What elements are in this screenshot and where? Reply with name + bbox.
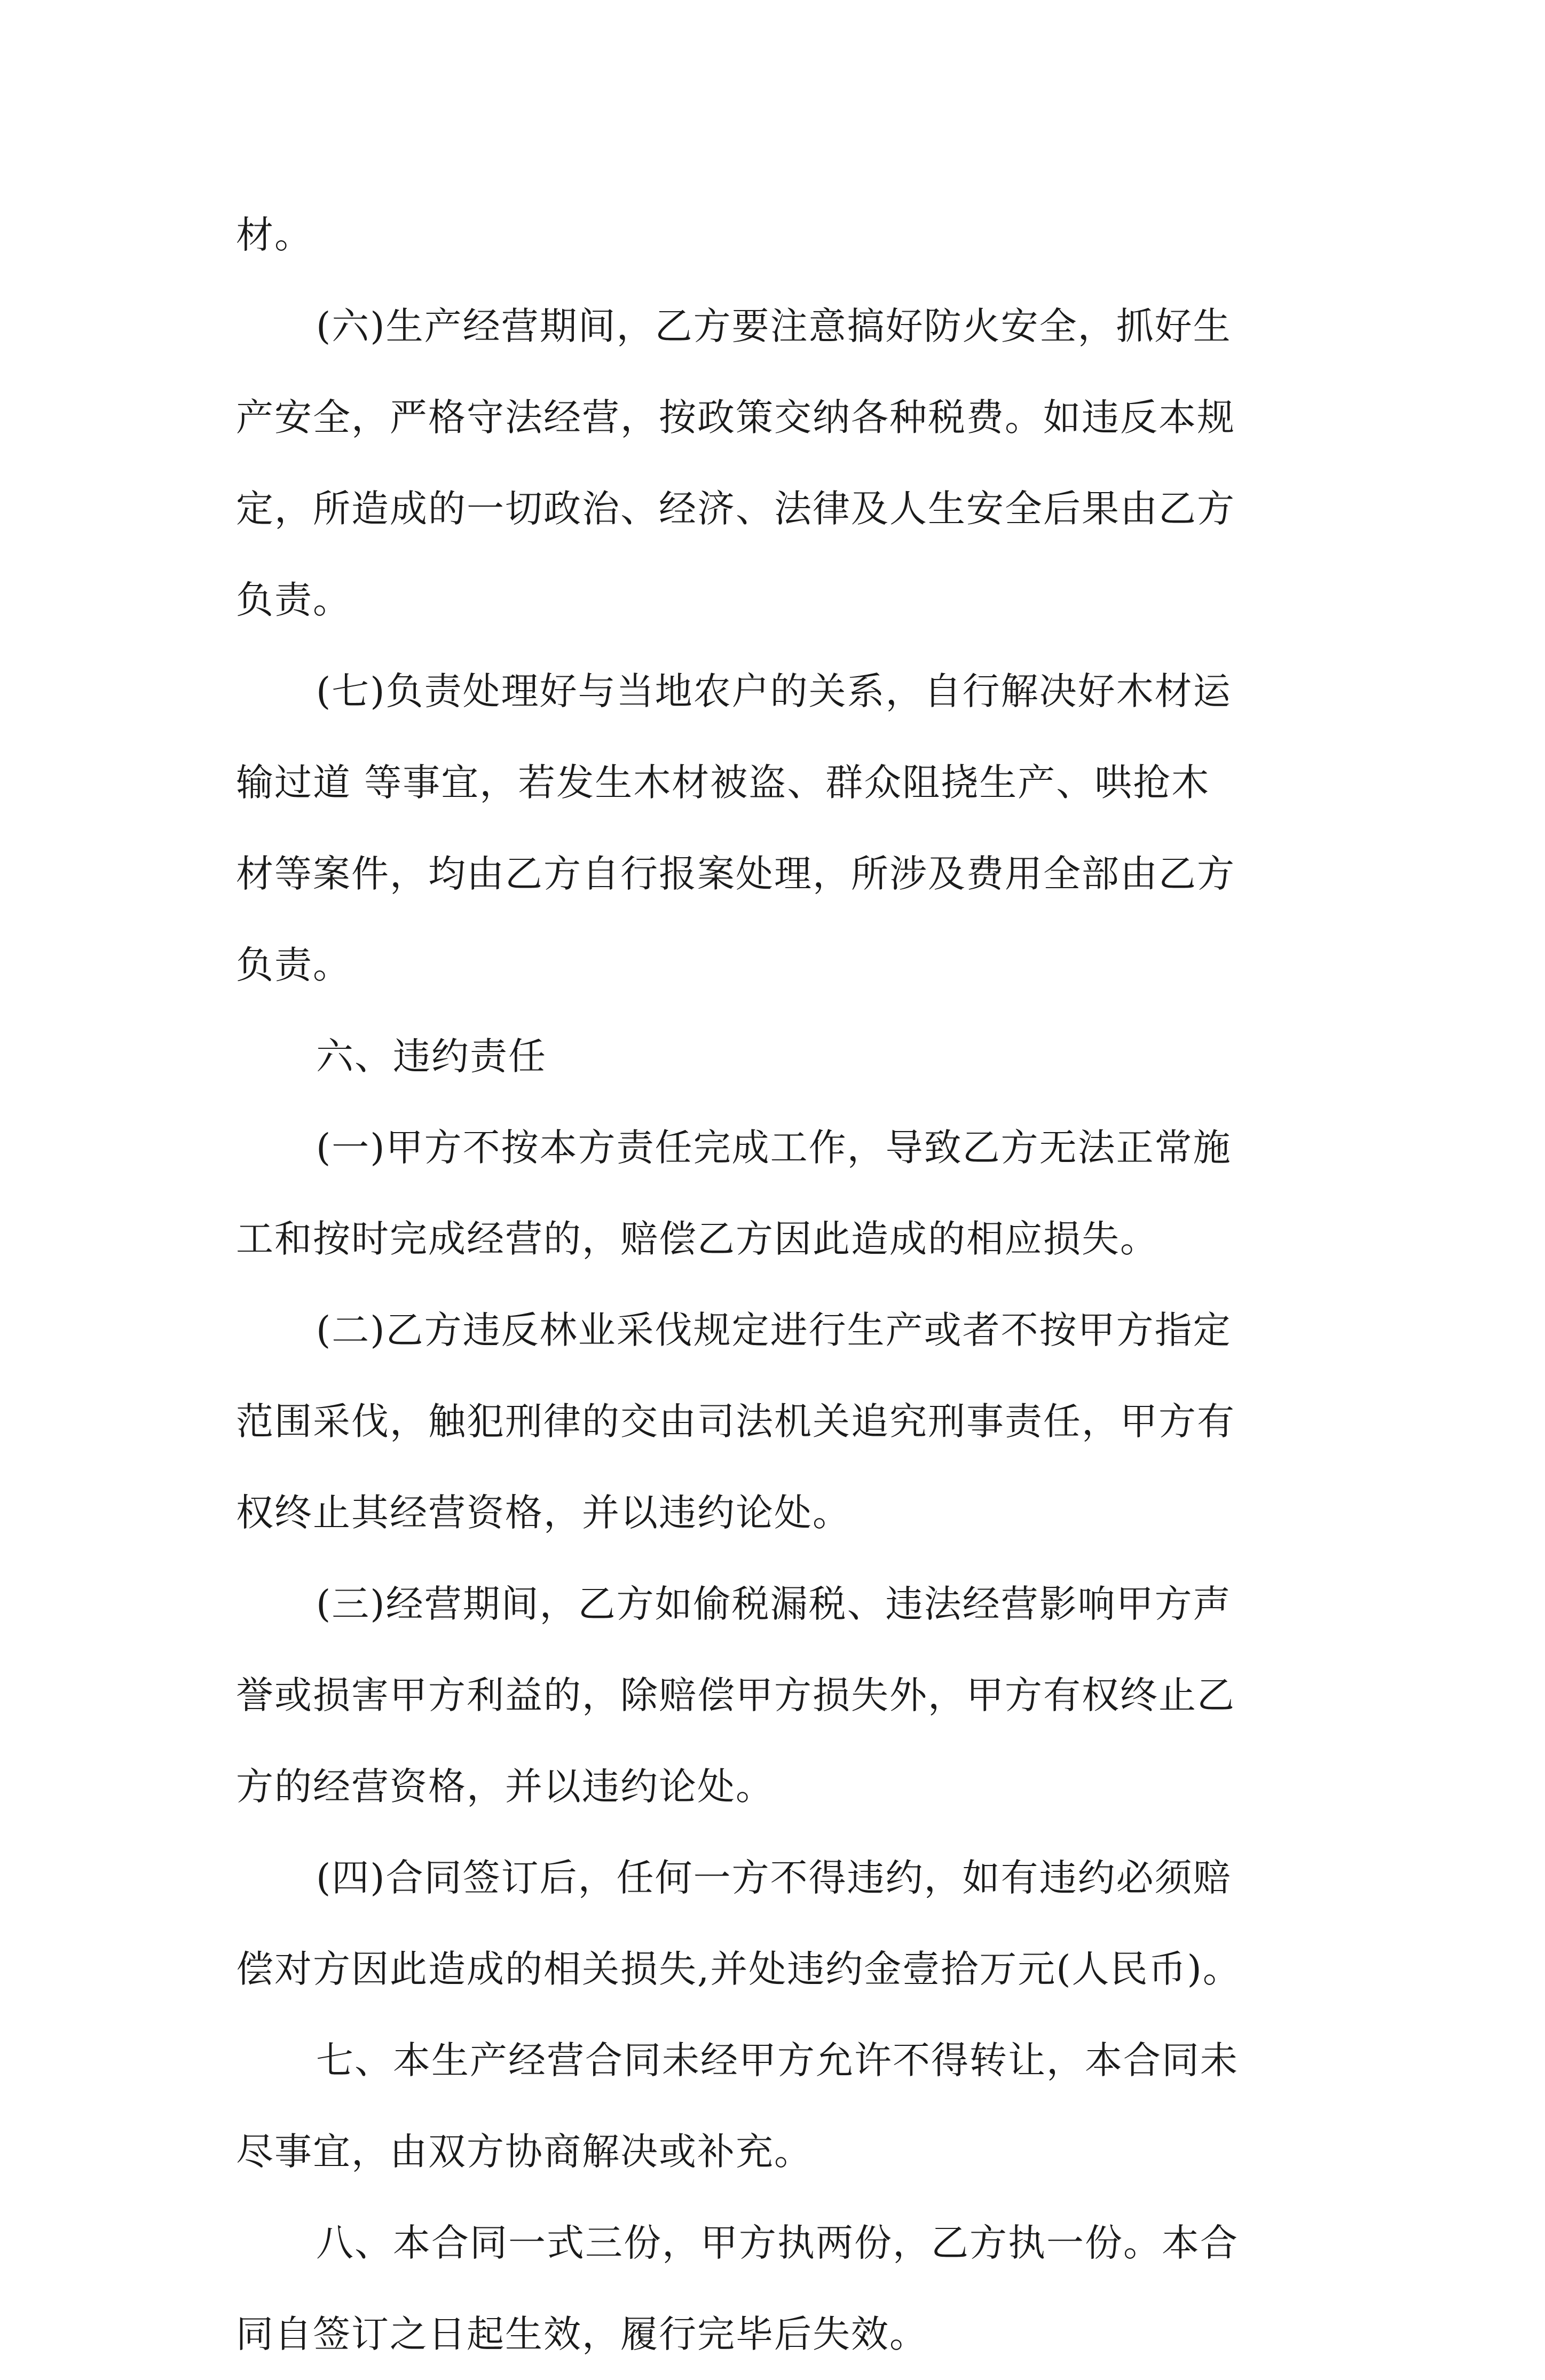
contract-body (236, 189, 1384, 2380)
text-line: (三)经营期间，乙方如偷税漏税、违法经营影响甲方声 (316, 1582, 1232, 1626)
text-line: 同自签订之日起生效，履行完毕后失效。 (236, 2312, 928, 2356)
text-line: (四)合同签订后，任何一方不得违约，如有违约必须赔 (316, 1856, 1232, 1900)
text-line: 七、本生产经营合同未经甲方允许不得转让，本合同未 (316, 2038, 1239, 2082)
text-line: 工和按时完成经营的，赔偿乙方因此造成的相应损失。 (236, 1217, 1158, 1261)
text-line: 范围采伐，触犯刑律的交由司法机关追究刑事责任，甲方有 (236, 1399, 1235, 1443)
text-line: 定，所造成的一切政治、经济、法律及人生安全后果由乙方 (236, 487, 1235, 531)
text-line: (七)负责处理好与当地农户的关系，自行解决好木材运 (316, 669, 1232, 713)
text-line: 八、本合同一式三份，甲方执两份，乙方执一份。本合 (316, 2221, 1239, 2265)
text-line: 负责。 (236, 943, 351, 987)
text-line: 负责。 (236, 578, 351, 622)
text-line: 权终止其经营资格，并以违约论处。 (236, 1491, 851, 1535)
text-line: (一)甲方不按本方责任完成工作，导致乙方无法正常施 (316, 1126, 1232, 1169)
text-line: 材等案件，均由乙方自行报案处理，所涉及费用全部由乙方 (236, 852, 1235, 896)
text-line: 输过道 等事宜，若发生木材被盗、群众阻挠生产、哄抢木 (236, 761, 1210, 804)
text-line: 材。 (236, 213, 313, 257)
text-line: (六)生产经营期间，乙方要注意搞好防火安全，抓好生 (316, 304, 1232, 348)
text-line: 誉或损害甲方利益的，除赔偿甲方损失外，甲方有权终止乙 (236, 1673, 1235, 1717)
text-line: 产安全，严格守法经营，按政策交纳各种税费。如违反本规 (236, 396, 1235, 439)
section-heading: 六、违约责任 (316, 1034, 547, 1078)
text-line: (二)乙方违反林业采伐规定进行生产或者不按甲方指定 (316, 1308, 1232, 1352)
text-line: 偿对方因此造成的相关损失,并处违约金壹拾万元(人民币)。 (236, 1947, 1241, 1991)
text-line: 尽事宜，由双方协商解决或补充。 (236, 2130, 813, 2173)
text-line: 方的经营资格，并以违约论处。 (236, 1765, 774, 1808)
